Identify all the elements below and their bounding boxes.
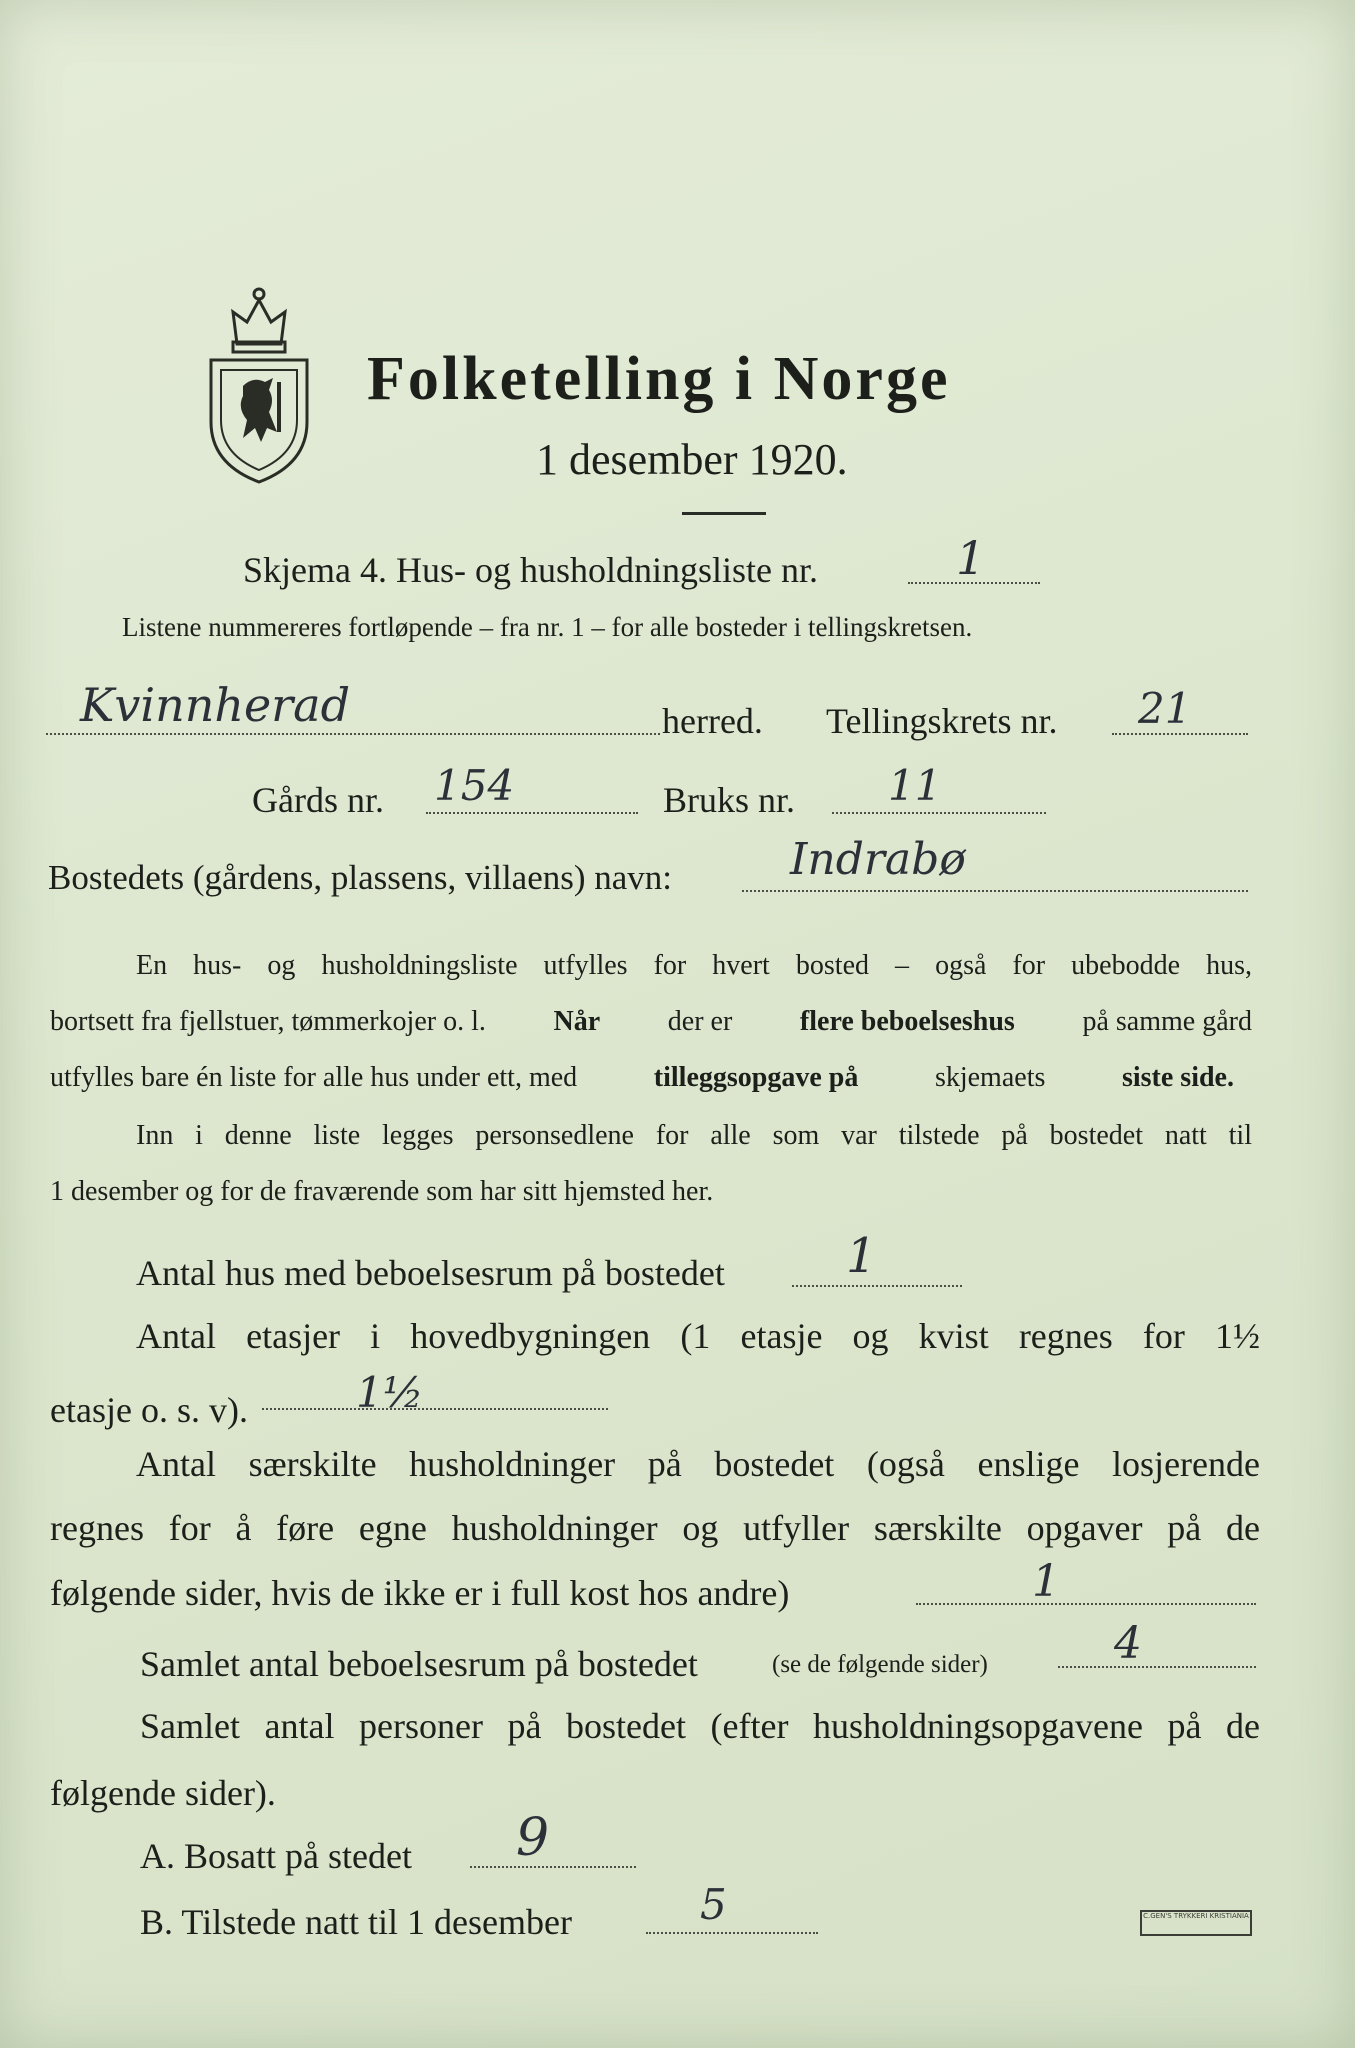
bosted-value: Indrabø	[790, 834, 966, 885]
q5-line1: Samlet antal personer på bostedet (efter husholdningsopgavene på de	[140, 1706, 1260, 1746]
herred-value: Kvinnherad	[80, 678, 351, 732]
gards-line	[426, 812, 638, 814]
q1-value: 1	[846, 1228, 877, 1284]
q5b-label: B. Tilstede natt til 1 desember	[140, 1902, 572, 1942]
instruction-p1-line2	[50, 1008, 1252, 1036]
herred-label: herred.	[662, 701, 763, 741]
q2-line	[262, 1408, 608, 1410]
q2-line1: Antal etasjer i hovedbygningen (1 etasje og kvist regnes for 1½	[136, 1316, 1260, 1356]
census-date: 1 desember 1920.	[536, 435, 848, 484]
bosted-line	[742, 890, 1248, 892]
form-title: Folketelling i Norge	[367, 345, 951, 413]
instruction-p1-line3-c: skjemaets	[934, 1062, 1046, 1093]
title-divider	[682, 512, 766, 515]
tellingskrets-value: 21	[1138, 684, 1192, 733]
instruction-p1-line3-b: tilleggsopgave på	[653, 1062, 859, 1093]
instruction-p2-line1: Inn i denne liste legges personsedlene for alle som var tilstede på bostedet natt til	[136, 1120, 1252, 1151]
q4-value: 4	[1114, 1618, 1142, 1669]
q4-note: (se de følgende sider)	[772, 1651, 988, 1678]
herred-line	[46, 733, 660, 735]
bruks-line	[832, 812, 1046, 814]
gards-label: Gårds nr.	[252, 780, 384, 820]
gards-value: 154	[434, 761, 515, 810]
q5b-line	[646, 1932, 818, 1934]
q4-label: Samlet antal beboelsesrum på bostedet	[140, 1644, 698, 1684]
bosted-label: Bostedets (gårdens, plassens, villaens) navn:	[48, 858, 673, 897]
norwegian-coat-of-arms-icon	[203, 282, 315, 487]
q1-label: Antal hus med beboelsesrum på bostedet	[136, 1253, 725, 1293]
q5a-value: 9	[516, 1808, 550, 1868]
instruction-p1-line1: En hus- og husholdningsliste utfylles for hvert bosted – også for ubebodde hus,	[136, 950, 1252, 981]
q3-value: 1	[1032, 1556, 1060, 1607]
instruction-p1-line3	[50, 1064, 1234, 1092]
schema-label: Skjema 4. Hus- og husholdningsliste nr.	[243, 550, 818, 590]
q5b-value: 5	[700, 1880, 727, 1929]
printer-stamp: C.GEN'S TRYKKERI KRISTIANIA	[1140, 1910, 1252, 1936]
q3-line1: Antal særskilte husholdninger på bostedet (også enslige losjerende	[136, 1444, 1260, 1484]
tellingskrets-line	[1112, 733, 1248, 735]
q3-line2: regnes for å føre egne husholdninger og utfyller særskilte opgaver på de	[50, 1508, 1260, 1548]
schema-note: Listene nummereres fortløpende – fra nr. 1 – for alle bosteder i tellingskretsen.	[122, 612, 973, 642]
bruks-value: 11	[888, 761, 942, 810]
instruction-p1-line3-a: utfylles bare én liste for alle hus under ett, med	[50, 1062, 578, 1093]
q5a-line	[470, 1866, 636, 1868]
q1-line	[792, 1285, 962, 1287]
q3-line	[916, 1603, 1256, 1605]
tellingskrets-label: Tellingskrets nr.	[826, 701, 1058, 741]
q2-line2: etasje o. s. v).	[50, 1390, 248, 1430]
q5a-label: A. Bosatt på stedet	[140, 1836, 412, 1876]
instruction-p1-line3-d: siste side.	[1121, 1062, 1234, 1093]
bruks-label: Bruks nr.	[663, 780, 796, 820]
instruction-p1-line2-d: flere beboelseshus	[799, 1006, 1015, 1037]
q5-line2: følgende sider).	[50, 1773, 276, 1813]
q3-line3: følgende sider, hvis de ikke er i full kost hos andre)	[50, 1573, 790, 1613]
schema-number-value: 1	[956, 531, 986, 585]
instruction-p1-line2-a: bortsett fra fjellstuer, tømmerkojer o. l.	[50, 1006, 486, 1037]
instruction-p2-line2: 1 desember og for de fraværende som har sitt hjemsted her.	[50, 1176, 714, 1207]
q2-value: 1½	[356, 1368, 424, 1417]
instruction-p1-line2-e: på samme gård	[1082, 1006, 1252, 1037]
instruction-p1-line2-b: Når	[553, 1006, 601, 1037]
instruction-p1-line2-c: der er	[667, 1006, 733, 1037]
q4-line	[1058, 1666, 1256, 1668]
